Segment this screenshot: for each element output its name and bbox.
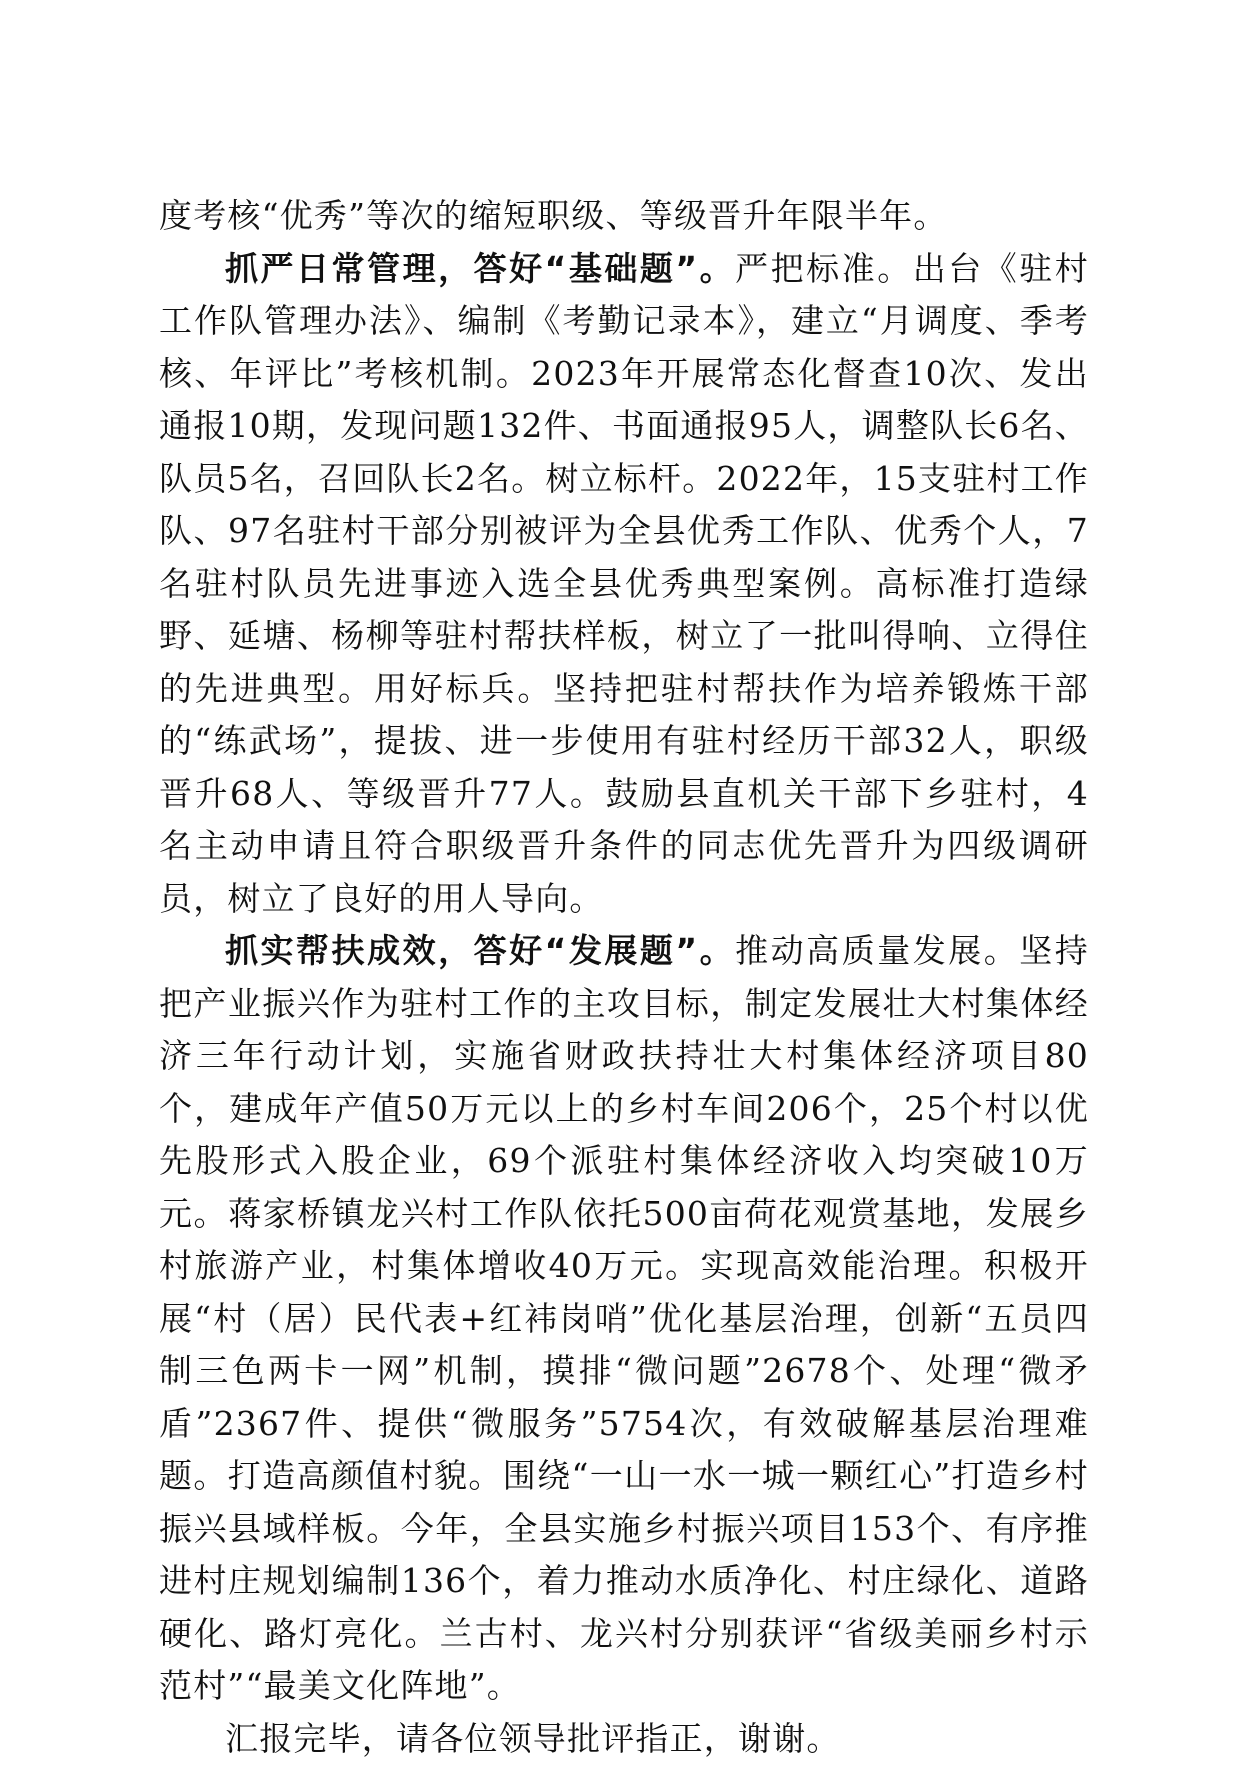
document-page	[159, 190, 1089, 1765]
paragraph-text: 严把标准。出台《驻村工作队管理办法》、编制《考勤记录本》，建立“月调度、季考核、年评比”考核机制。2023年开展常态化督查10次、发出通报10期，发现问题132件、书面通报95人，调整队长6名、队员5名，召回队长2名。树立标杆。2022年，15支驻村工作队、97名驻村干部分别被评为全县优秀工作队、优秀个人，7名驻村队员先进事迹入选全县优秀典型案例。高标准打造绿野、延塘、杨柳等驻村帮扶样板，树立了一批叫得响、立得住的先进典型。用好标兵。坚持把驻村帮扶作为培养锻炼干部的“练武场”，提拔、进一步使用有驻村经历干部32人，职级晋升68人、等级晋升77人。鼓励县直机关干部下乡驻村，4名主动申请且符合职级晋升条件的同志优先晋升为四级调研员，树立了良好的用人导向。	[159, 249, 1089, 918]
paragraph-assistance-results	[159, 925, 1089, 1713]
paragraph-lead: 抓实帮扶成效，答好“发展题”。	[225, 931, 735, 970]
paragraph-continuation	[159, 190, 1089, 243]
paragraph-text: 度考核“优秀”等次的缩短职级、等级晋升年限半年。	[159, 196, 948, 235]
paragraph-closing	[159, 1713, 1089, 1765]
paragraph-text: 推动高质量发展。坚持把产业振兴作为驻村工作的主攻目标，制定发展壮大村集体经济三年行动计划，实施省财政扶持壮大村集体经济项目80个，建成年产值50万元以上的乡村车间206个，25个村以优先股形式入股企业，69个派驻村集体经济收入均突破10万元。蒋家桥镇龙兴村工作队依托500亩荷花观赏基地，发展乡村旅游产业，村集体增收40万元。实现高效能治理。积极开展“村（居）民代表+红袆岗哨”优化基层治理，创新“五员四制三色两卡一网”机制，摸排“微问题”2678个、处理“微矛盾”2367件、提供“微服务”5754次，有效破解基层治理难题。打造高颜值村貌。围绕“一山一水一城一颗红心”打造乡村振兴县域样板。今年，全县实施乡村振兴项目153个、有序推进村庄规划编制136个，着力推动水质净化、村庄绿化、道路硬化、路灯亮化。兰古村、龙兴村分别获评“省级美丽乡村示范村”“最美文化阵地”。	[159, 931, 1089, 1705]
paragraph-daily-management	[159, 243, 1089, 926]
paragraph-lead: 抓严日常管理，答好“基础题”。	[225, 249, 735, 288]
paragraph-text: 汇报完毕，请各位领导批评指正，谢谢。	[225, 1719, 841, 1758]
